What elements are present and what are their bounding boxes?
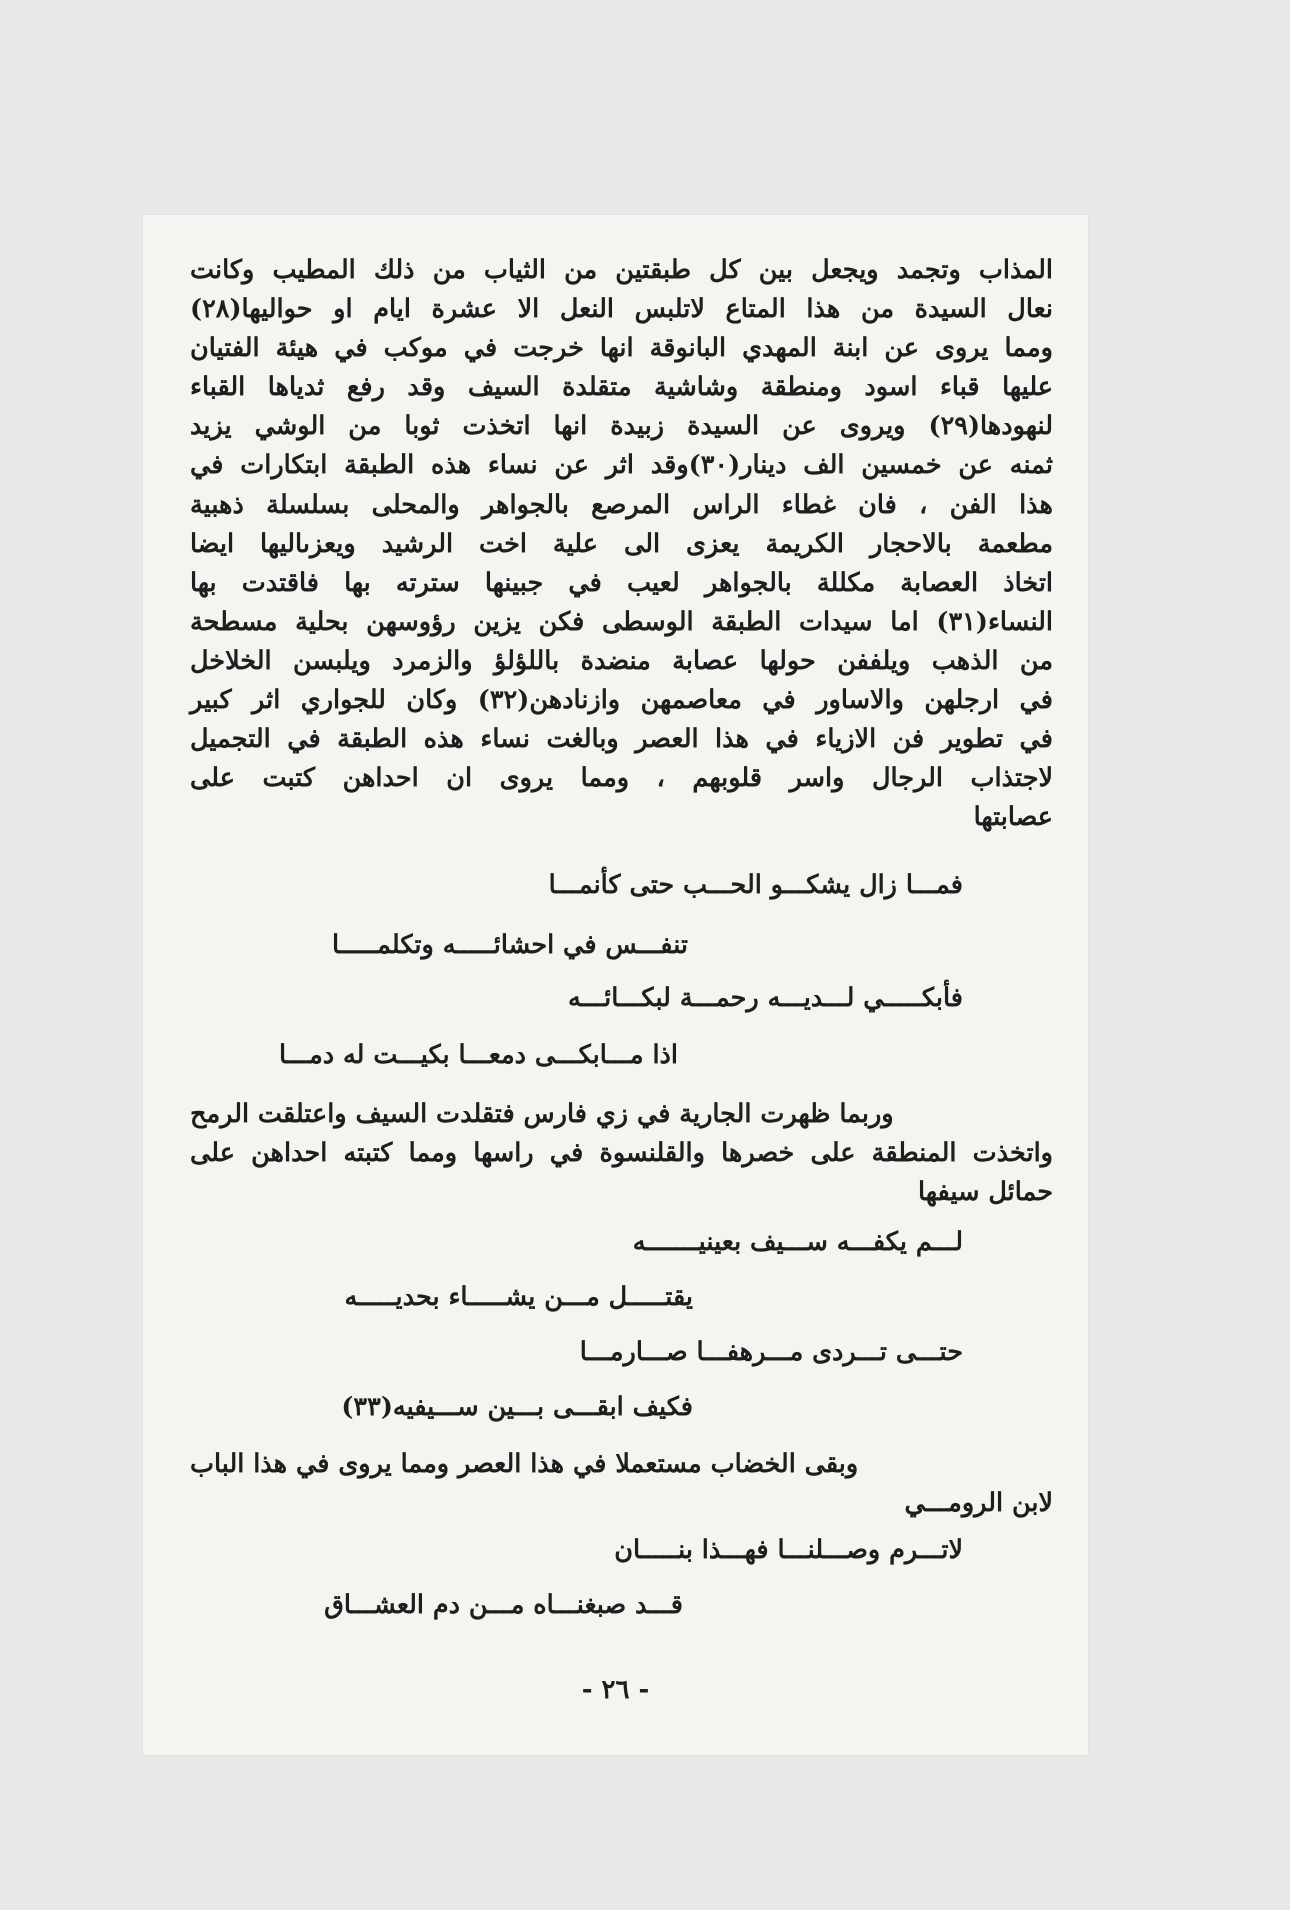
- text-line: المذاب وتجمد ويجعل بين كل طبقتين من الثياب من ذلك المطيب وكانت: [190, 255, 1053, 285]
- verse-3-line-2: قـــد صبغنـــاه مـــن دم العشـــاق: [324, 1590, 683, 1620]
- text-line: وربما ظهرت الجارية في زي فارس فتقلدت السيف واعتلقت الرمح: [190, 1099, 894, 1129]
- text-line: في ارجلهن والاساور في معاصمهن وازنادهن(٣٢) وكان للجواري اثر كبير: [190, 685, 1053, 716]
- text-line: لنهودها(٢٩) ويروى عن السيدة زبيدة انها اتخذت ثوبا من الوشي يزيد: [190, 411, 1053, 442]
- text-line: لابن الرومـــي: [904, 1488, 1053, 1518]
- text-line: النساء(٣١) اما سيدات الطبقة الوسطى فكن يزين رؤوسهن بحلية مسطحة: [190, 606, 1053, 637]
- verse-2-line-4: فكيف ابقـــى بـــين ســـيفيه(٣٣): [341, 1392, 693, 1422]
- paragraph-3: [190, 1445, 1053, 1523]
- text-line: واتخذت المنطقة على خصرها والقلنسوة في راسها ومما كتبته احداهن على: [190, 1138, 1053, 1168]
- text-line: وبقى الخضاب مستعملا في هذا العصر ومما يروى في هذا الباب: [190, 1449, 859, 1479]
- verse-1-line-3: فأبكـــــي لـــديـــه رحمـــة لبكـــائـــه: [568, 983, 963, 1013]
- text-line: عليها قباء اسود ومنطقة وشاشية متقلدة السيف وقد رفع ثدياها القباء: [190, 372, 1053, 403]
- text-line: من الذهب ويلففن حولها عصابة منضدة باللؤلؤ والزمرد ويلبسن الخلاخل: [190, 645, 1053, 676]
- paragraph-2: [190, 1095, 1053, 1212]
- text-line: لاجتذاب الرجال واسر قلوبهم ، ومما يروى ان احداهن كتبت على: [190, 763, 1053, 794]
- text-line: هذا الفن ، فان غطاء الراس المرصع بالجواهر والمحلى بسلسلة ذهبية: [190, 489, 1053, 520]
- text-line: اتخاذ العصابة مكللة بالجواهر لعيب في جبينها سترته بها فاقتدت بها: [190, 567, 1053, 598]
- verse-2-line-2: يقتـــــل مـــن يشـــــاء بحديـــــه: [344, 1282, 693, 1312]
- verse-3-line-1: لاتـــرم وصـــلنـــا فهـــذا بنـــــان: [614, 1535, 963, 1565]
- text-line: حمائل سيفها: [917, 1177, 1053, 1207]
- text-line: ثمنه عن خمسين الف دينار(٣٠)وقد اثر عن نساء هذه الطبقة ابتكارات في: [190, 450, 1054, 481]
- text-line: نعال السيدة من هذا المتاع لاتلبس النعل الا عشرة ايام او حواليها(٢٨): [190, 294, 1053, 325]
- page-sheet: [143, 215, 1088, 1755]
- text-line: في تطوير فن الازياء في هذا العصر وبالغت نساء هذه الطبقة في التجميل: [190, 724, 1053, 755]
- verse-2-line-1: لـــم يكفـــه ســـيف بعينيـــــــه: [632, 1227, 963, 1257]
- verse-1-line-1: فمـــا زال يشكـــو الحـــب حتى كأنمـــا: [548, 870, 963, 900]
- text-line: عصابتها: [973, 802, 1053, 833]
- verse-1-line-2: تنفـــس في احشائـــــه وتكلمـــــا: [332, 930, 688, 960]
- text-line: ومما يروى عن ابنة المهدي البانوقة انها خرجت في موكب في هيئة الفتيان: [190, 333, 1053, 364]
- page-number: - ٢٦ -: [581, 1675, 650, 1705]
- verse-2-line-3: حتـــى تـــردى مـــرهفـــا صـــارمـــا: [579, 1337, 963, 1367]
- paragraph-1: [190, 251, 1053, 837]
- verse-1-line-4: اذا مـــابكـــى دمعـــا بكيـــت له دمـــا: [278, 1040, 678, 1070]
- text-line: مطعمة بالاحجار الكريمة يعزى الى علية اخت الرشيد ويعزىاليها ايضا: [190, 528, 1053, 559]
